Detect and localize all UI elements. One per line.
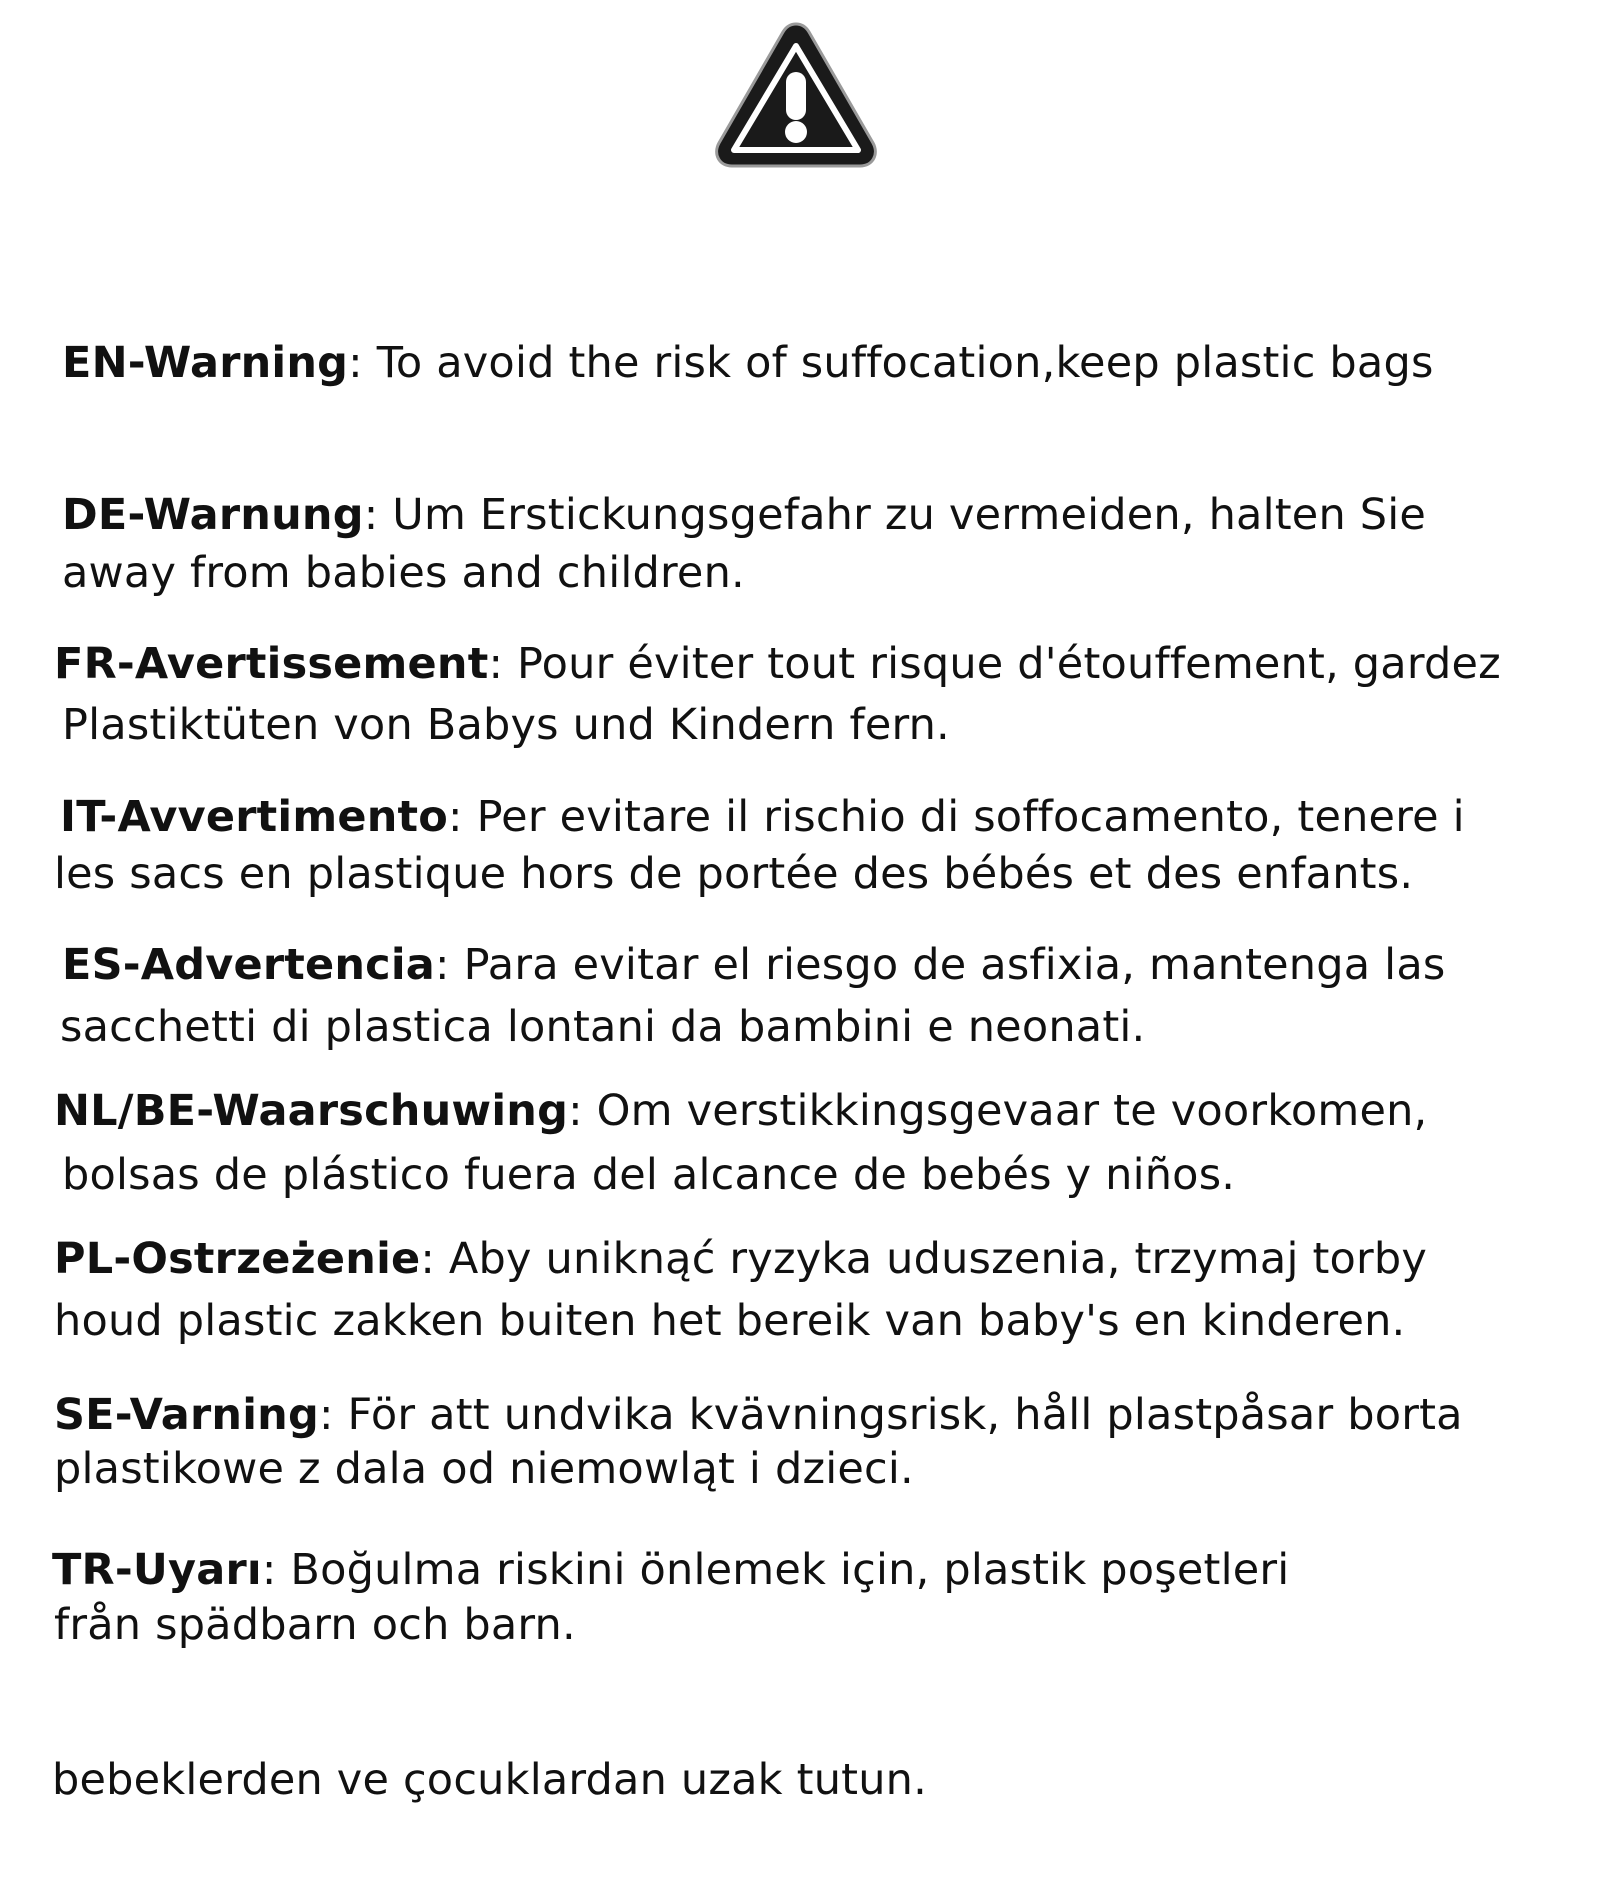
warning-text-continued: Plastiktüten von Babys und Kindern fern.	[62, 700, 950, 750]
warning-text: : To avoid the risk of suffocation,keep plastic bags	[348, 338, 1434, 388]
warning-label: IT-Avvertimento	[60, 792, 449, 842]
warning-text: : Aby uniknąć ryzyka uduszenia, trzymaj torby	[420, 1234, 1428, 1284]
warning-text-continued: away from babies and children.	[62, 548, 745, 598]
warning-label: TR-Uyarı	[52, 1545, 262, 1595]
warning-text: : Om verstikkingsgevaar te voorkomen,	[568, 1086, 1428, 1136]
warning-triangle-icon	[710, 16, 882, 174]
warning-label: DE-Warnung	[62, 490, 364, 540]
warning-label: SE-Varning	[54, 1390, 319, 1440]
warning-text: : För att undvika kvävningsrisk, håll plastpåsar borta	[318, 1390, 1463, 1440]
warning-text-continued: sacchetti di plastica lontani da bambini e neonati.	[60, 1002, 1146, 1052]
warning-text: : Per evitare il rischio di soffocamento, tenere i	[448, 792, 1465, 842]
warning-text-continued: bebeklerden ve çocuklardan uzak tutun.	[52, 1755, 927, 1805]
warning-text-continued: från spädbarn och barn.	[54, 1600, 576, 1650]
warning-text-continued: bolsas de plástico fuera del alcance de bebés y niños.	[62, 1150, 1236, 1200]
warning-label: ES-Advertencia	[62, 940, 436, 990]
warning-text-continued: les sacs en plastique hors de portée des bébés et des enfants.	[54, 849, 1414, 899]
warning-label: NL/BE-Waarschuwing	[54, 1086, 569, 1136]
warning-text: : Para evitar el riesgo de asfixia, mantenga las	[435, 940, 1446, 990]
warning-tr	[52, 1395, 1289, 1885]
warning-text-continued: houd plastic zakken buiten het bereik van baby's en kinderen.	[54, 1296, 1406, 1346]
warning-label: EN-Warning	[62, 338, 349, 388]
warning-text: : Pour éviter tout risque d'étouffement, gardez	[488, 639, 1501, 689]
warning-text-continued: plastikowe z dala od niemowląt i dzieci.	[54, 1444, 914, 1494]
warning-text: : Boğulma riskini önlemek için, plastik poşetleri	[261, 1545, 1290, 1595]
warning-label: FR-Avertissement	[54, 639, 489, 689]
warning-label: PL-Ostrzeżenie	[54, 1234, 421, 1284]
warning-text: : Um Erstickungsgefahr zu vermeiden, halten Sie	[363, 490, 1427, 540]
